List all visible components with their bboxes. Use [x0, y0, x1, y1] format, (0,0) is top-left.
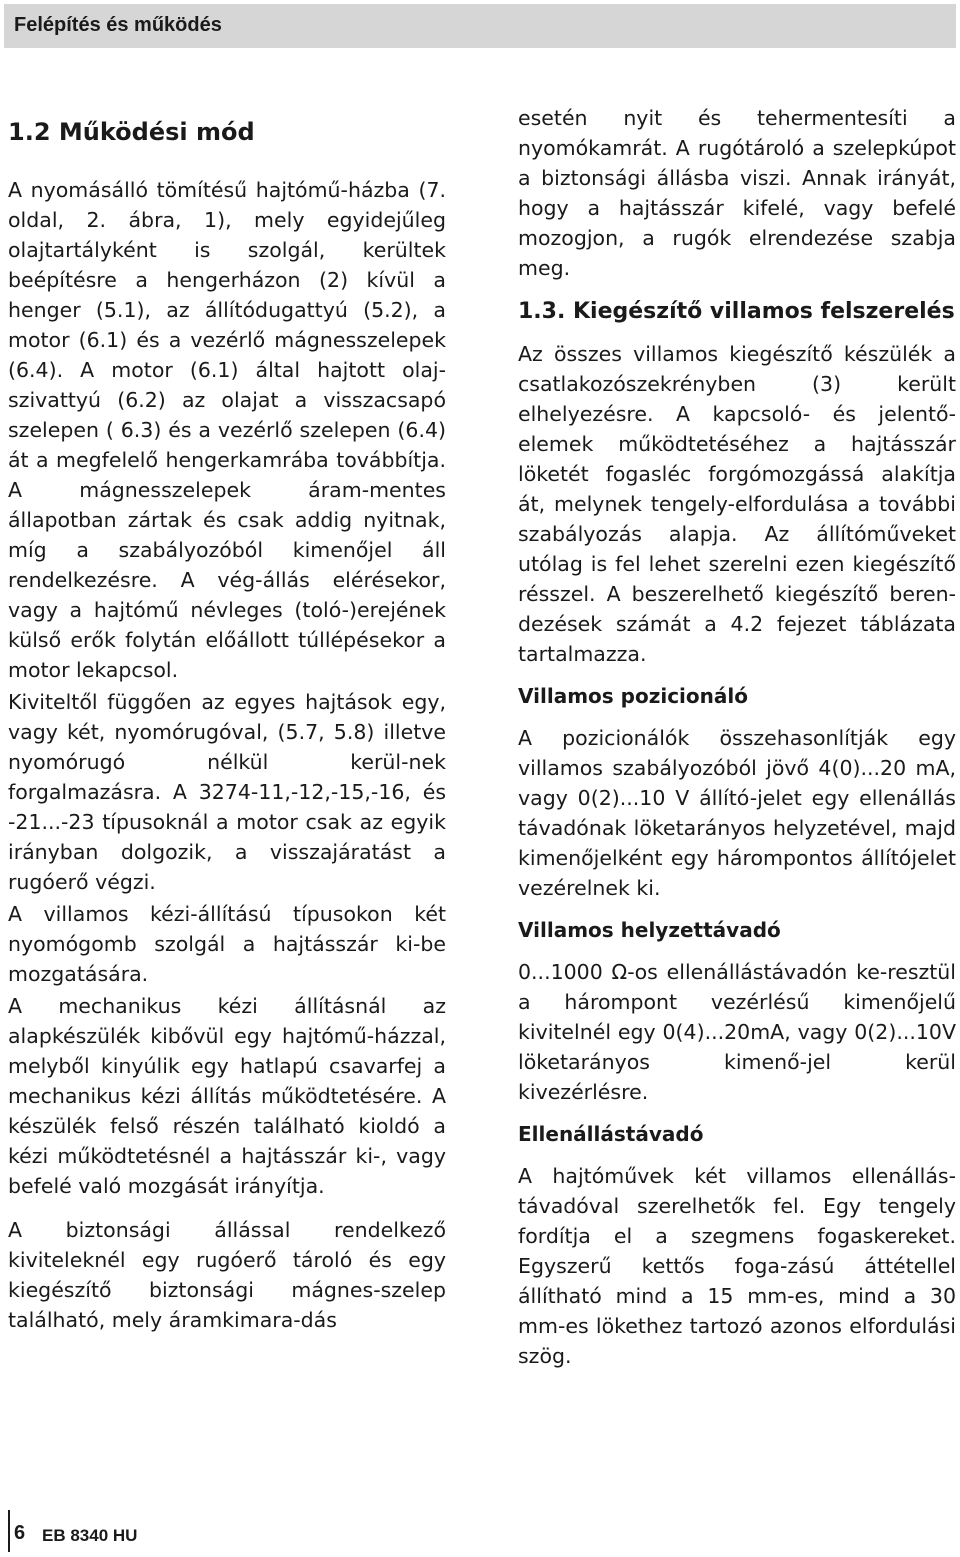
paragraph-accessories-intro: Az összes villamos kiegészítő készülék a csatlakozószekrényben (3) került elhelyezésre. A kapcsoló- és jelentő-elemek működtetéséhez a hajtásszár löketét fogasléc forgómozgássá alakítja át, melynek tengely-elfordulása a további szabályozás alapja. Az állítóműveket utólag is fel lehet szerelni ezen kiegészítő résszel. A beszerelhető kiegészítő beren-dezések számát a 4.2 fejezet táblázata tartalmazza. — [518, 342, 956, 666]
left-column — [8, 175, 446, 1337]
page-header-bar — [4, 4, 956, 48]
subheading-resistance-transmitter: Ellenállástávadó — [518, 1122, 704, 1146]
page-number: 6 — [14, 1522, 26, 1544]
section-heading-1-3: 1.3. Kiegészítő villamos felszerelés — [518, 299, 955, 324]
section-heading-1-2: 1.2 Működési mód — [8, 118, 255, 146]
paragraph-positioner: A pozicionálók összehasonlítják egy villamos szabályozóból jövő 4(0)...20 mA, vagy 0(2)...10 V állító-jelet egy ellenállás távadónak löketarányos helyzetével, majd kimenőjelként egy hárompontos állítójelet vezérelnek ki. — [518, 726, 956, 900]
right-column — [518, 103, 956, 1373]
subheading-positioner: Villamos pozicionáló — [518, 684, 748, 708]
paragraph-resistance-transmitter: A hajtóművek két villamos ellenállás-távadóval szerelhetők fel. Egy tengely fordítja el a szegmens fogaskereket. Egyszerű kettős foga-zású áttétellel állítható mind a 15 mm-es, mind a 30 mm-es lökethez tartozó azonos elfordulási szög. — [518, 1164, 956, 1368]
footer-rule — [8, 1510, 10, 1552]
paragraph-continuation: esetén nyit és tehermentesíti a nyomókamrát. A rugótároló a szelepkúpot a biztonsági állásba viszi. Annak irányát, hogy a hajtásszár kifelé, vagy befelé mozogjon, a rugók elrendezése szabja meg. — [518, 106, 956, 280]
paragraph-operation: A nyomásálló tömítésű hajtómű-házba (7. oldal, 2. ábra, 1), mely egyidejűleg olajtartályként is szolgál, kerültek beépítésre a hengerházon (2) kívül a henger (5.1), az állítódugattyú (5.2), a motor (6.1) és a vezérlő mágnesszelepek (6.4). A motor (6.1) által hajtott olaj-szivattyú (6.2) az olajat a visszacsapó szelepen ( 6.3) és a vezérlő szelepen (6.4) át a megfelelő hengerkamrába továbbítja. A mágnesszelepek áram-mentes állapotban zártak és csak addig nyitnak, míg a szabályozóból kimenőjel áll rendelkezésre. A vég-állás elérésekor, vagy a hajtómű névleges (toló-)erejének külső erők folytán előállott túllépésekor a motor lekapcsol. — [8, 178, 446, 682]
paragraph-safety-position: A biztonsági állással rendelkező kiviteleknél egy rugóerő tároló és egy kiegészítő biztonsági mágnes-szelep található, mely áramkimara-dás — [8, 1218, 446, 1332]
document-id: EB 8340 HU — [42, 1526, 138, 1545]
page-header-title: Felépítés és működés — [14, 14, 222, 36]
paragraph-manual-electric: A villamos kézi-állítású típusokon két nyomógomb szolgál a hajtásszár ki-be mozgatására. — [8, 902, 446, 986]
subheading-position-transmitter: Villamos helyzettávadó — [518, 918, 781, 942]
paragraph-manual-mechanical: A mechanikus kézi állításnál az alapkészülék kibővül egy hajtómű-házzal, melyből kinyúlik egy hatlapú csavarfej a mechanikus kézi állítás működtetésére. A készülék felső részén található kioldó a kézi működtetésnél a hajtásszár ki-, vagy befelé való mozgását irányítja. — [8, 994, 446, 1198]
paragraph-spring-variants: Kiviteltől függően az egyes hajtások egy, vagy két, nyomórugóval, (5.7, 5.8) illetve nyomórugó nélkül kerül-nek forgalmazásra. A 3274-11,-12,-15,-16, és -21...-23 típusoknál a motor csak az egyik irányban dolgozik, a visszajáratást a rugóerő végzi. — [8, 690, 446, 894]
paragraph-position-transmitter: 0...1000 Ω-os ellenállástávadón ke-resztül a hárompont vezérlésű kimenőjelű kivitelnél egy 0(4)...20mA, vagy 0(2)...10V löketarányos kimenő-jel kerül kivezérlésre. — [518, 960, 956, 1104]
